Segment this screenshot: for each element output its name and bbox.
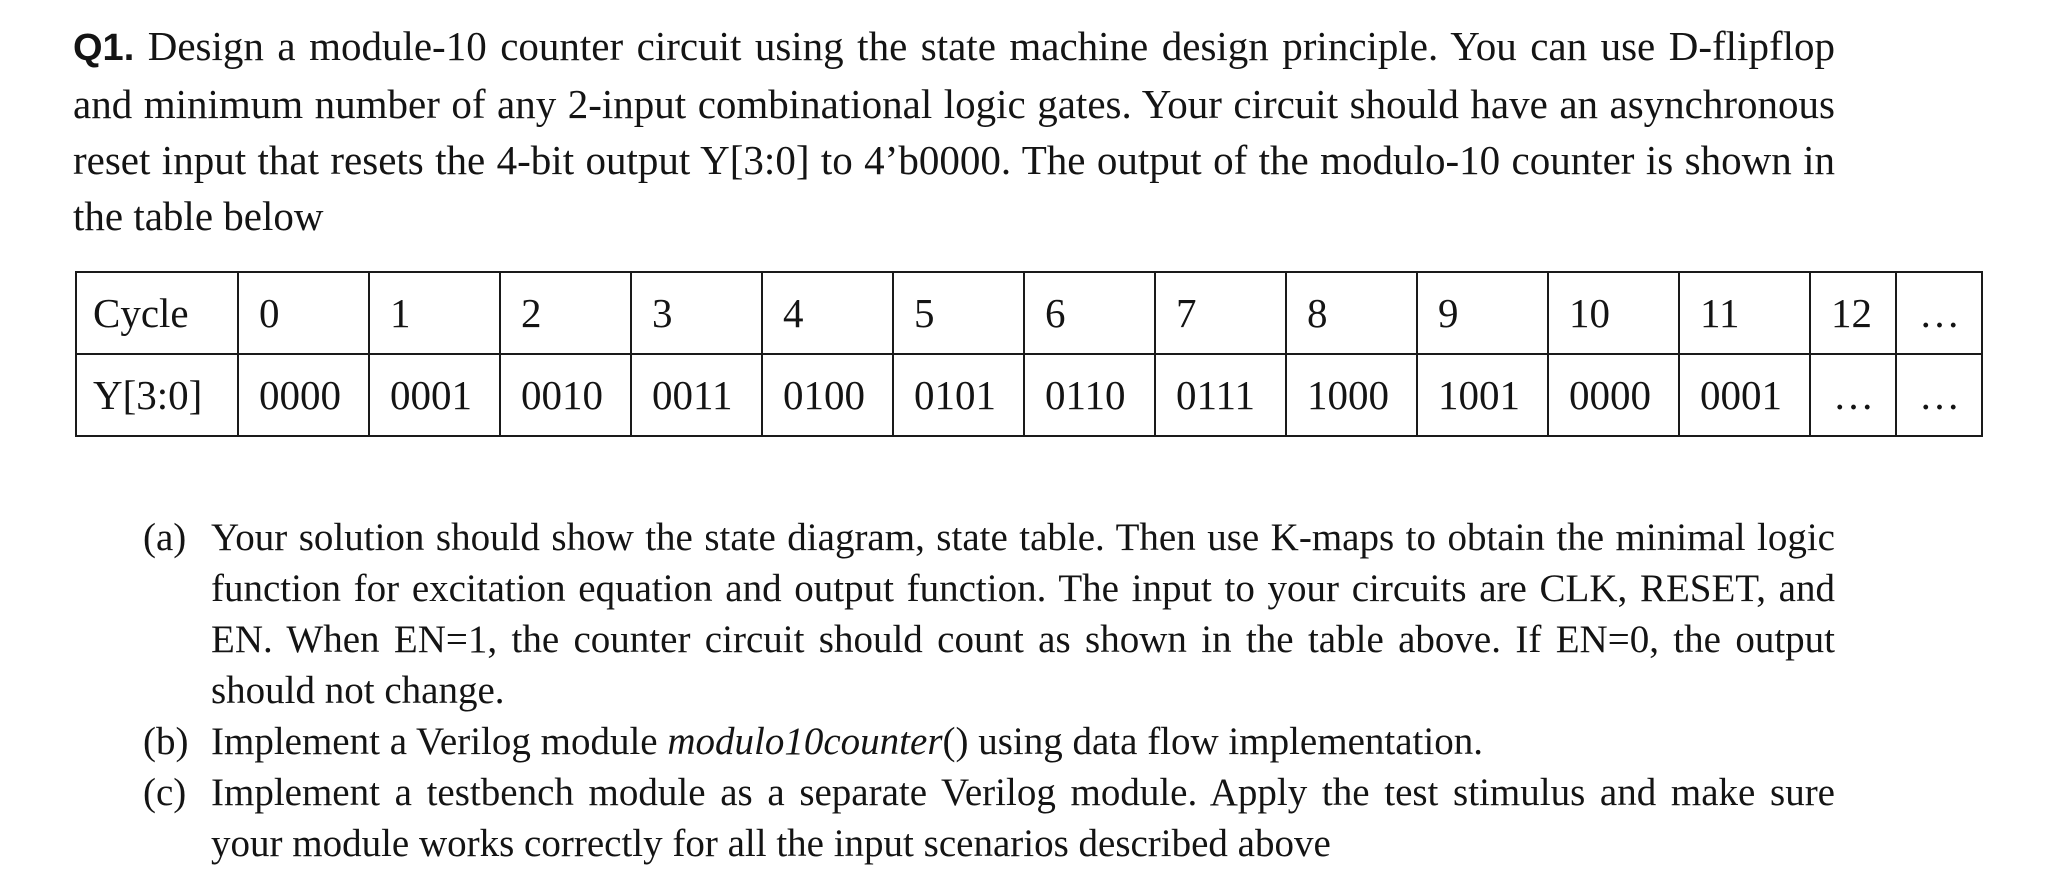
cycle-cell: 11 — [1679, 272, 1810, 354]
sub-question-marker: (c) — [143, 771, 187, 814]
sub-question-marker: (a) — [143, 516, 187, 559]
output-cell: 0000 — [238, 354, 369, 436]
sub-question-text-before: Implement a Verilog module — [211, 720, 668, 763]
output-cell: 1000 — [1286, 354, 1417, 436]
cycle-cell: 8 — [1286, 272, 1417, 354]
cycle-cell: 7 — [1155, 272, 1286, 354]
sub-question-text: Your solution should show the state diagram, state table. Then use K-maps to obtain the minimal logic function for excitation equation and output function. The input to your circuits are CLK, RESET, and EN. When EN=1, the counter circuit should count as shown in the table above. If EN=0, the output should not change. — [211, 516, 1835, 712]
output-cell: 1001 — [1417, 354, 1548, 436]
output-cell: 0001 — [1679, 354, 1810, 436]
sub-question-marker: (b) — [143, 720, 189, 763]
cycle-cell: 5 — [893, 272, 1024, 354]
output-cell: 0000 — [1548, 354, 1679, 436]
cycle-cell: 9 — [1417, 272, 1548, 354]
question-intro — [73, 18, 1835, 244]
cycle-cell: 1 — [369, 272, 500, 354]
output-cell: 0100 — [762, 354, 893, 436]
counter-output-table — [75, 271, 1983, 437]
module-name: modulo10counter — [667, 720, 943, 763]
output-row — [76, 354, 1982, 436]
output-cell-ellipsis: … — [1810, 354, 1896, 436]
cycle-cell: 2 — [500, 272, 631, 354]
cycle-cell: 0 — [238, 272, 369, 354]
sub-question-a — [143, 512, 1835, 716]
row-header-cycle: Cycle — [76, 272, 238, 354]
cycle-cell: 4 — [762, 272, 893, 354]
cycle-cell: 6 — [1024, 272, 1155, 354]
output-cell: 0011 — [631, 354, 762, 436]
sub-question-text: Implement a testbench module as a separate Verilog module. Apply the test stimulus and make sure your module works correctly for all the input scenarios described above — [211, 771, 1835, 865]
question-paragraph — [73, 18, 1835, 244]
output-cell: 0111 — [1155, 354, 1286, 436]
output-cell-ellipsis: … — [1896, 354, 1982, 436]
sub-question-list — [143, 512, 1835, 869]
output-cell: 0001 — [369, 354, 500, 436]
output-cell: 0010 — [500, 354, 631, 436]
question-label: Q1. — [73, 27, 135, 69]
question-text: Design a module-10 counter circuit using the state machine design principle. You can use D-flipflop and minimum number of any 2-input combinational logic gates. Your circuit should have an asynchronous reset input that resets the 4-bit output Y[3:0] to 4’b0000. The output of the modulo-10 counter is shown in the table below — [73, 23, 1835, 239]
row-header-output: Y[3:0] — [76, 354, 238, 436]
output-cell: 0110 — [1024, 354, 1155, 436]
cycle-cell: 12 — [1810, 272, 1896, 354]
sub-question-c — [143, 767, 1835, 869]
cycle-cell-ellipsis: … — [1896, 272, 1982, 354]
cycle-cell: 10 — [1548, 272, 1679, 354]
cycle-cell: 3 — [631, 272, 762, 354]
sub-question-b — [143, 716, 1835, 767]
output-cell: 0101 — [893, 354, 1024, 436]
cycle-row — [76, 272, 1982, 354]
sub-question-text-after: () using data flow implementation. — [942, 720, 1483, 763]
